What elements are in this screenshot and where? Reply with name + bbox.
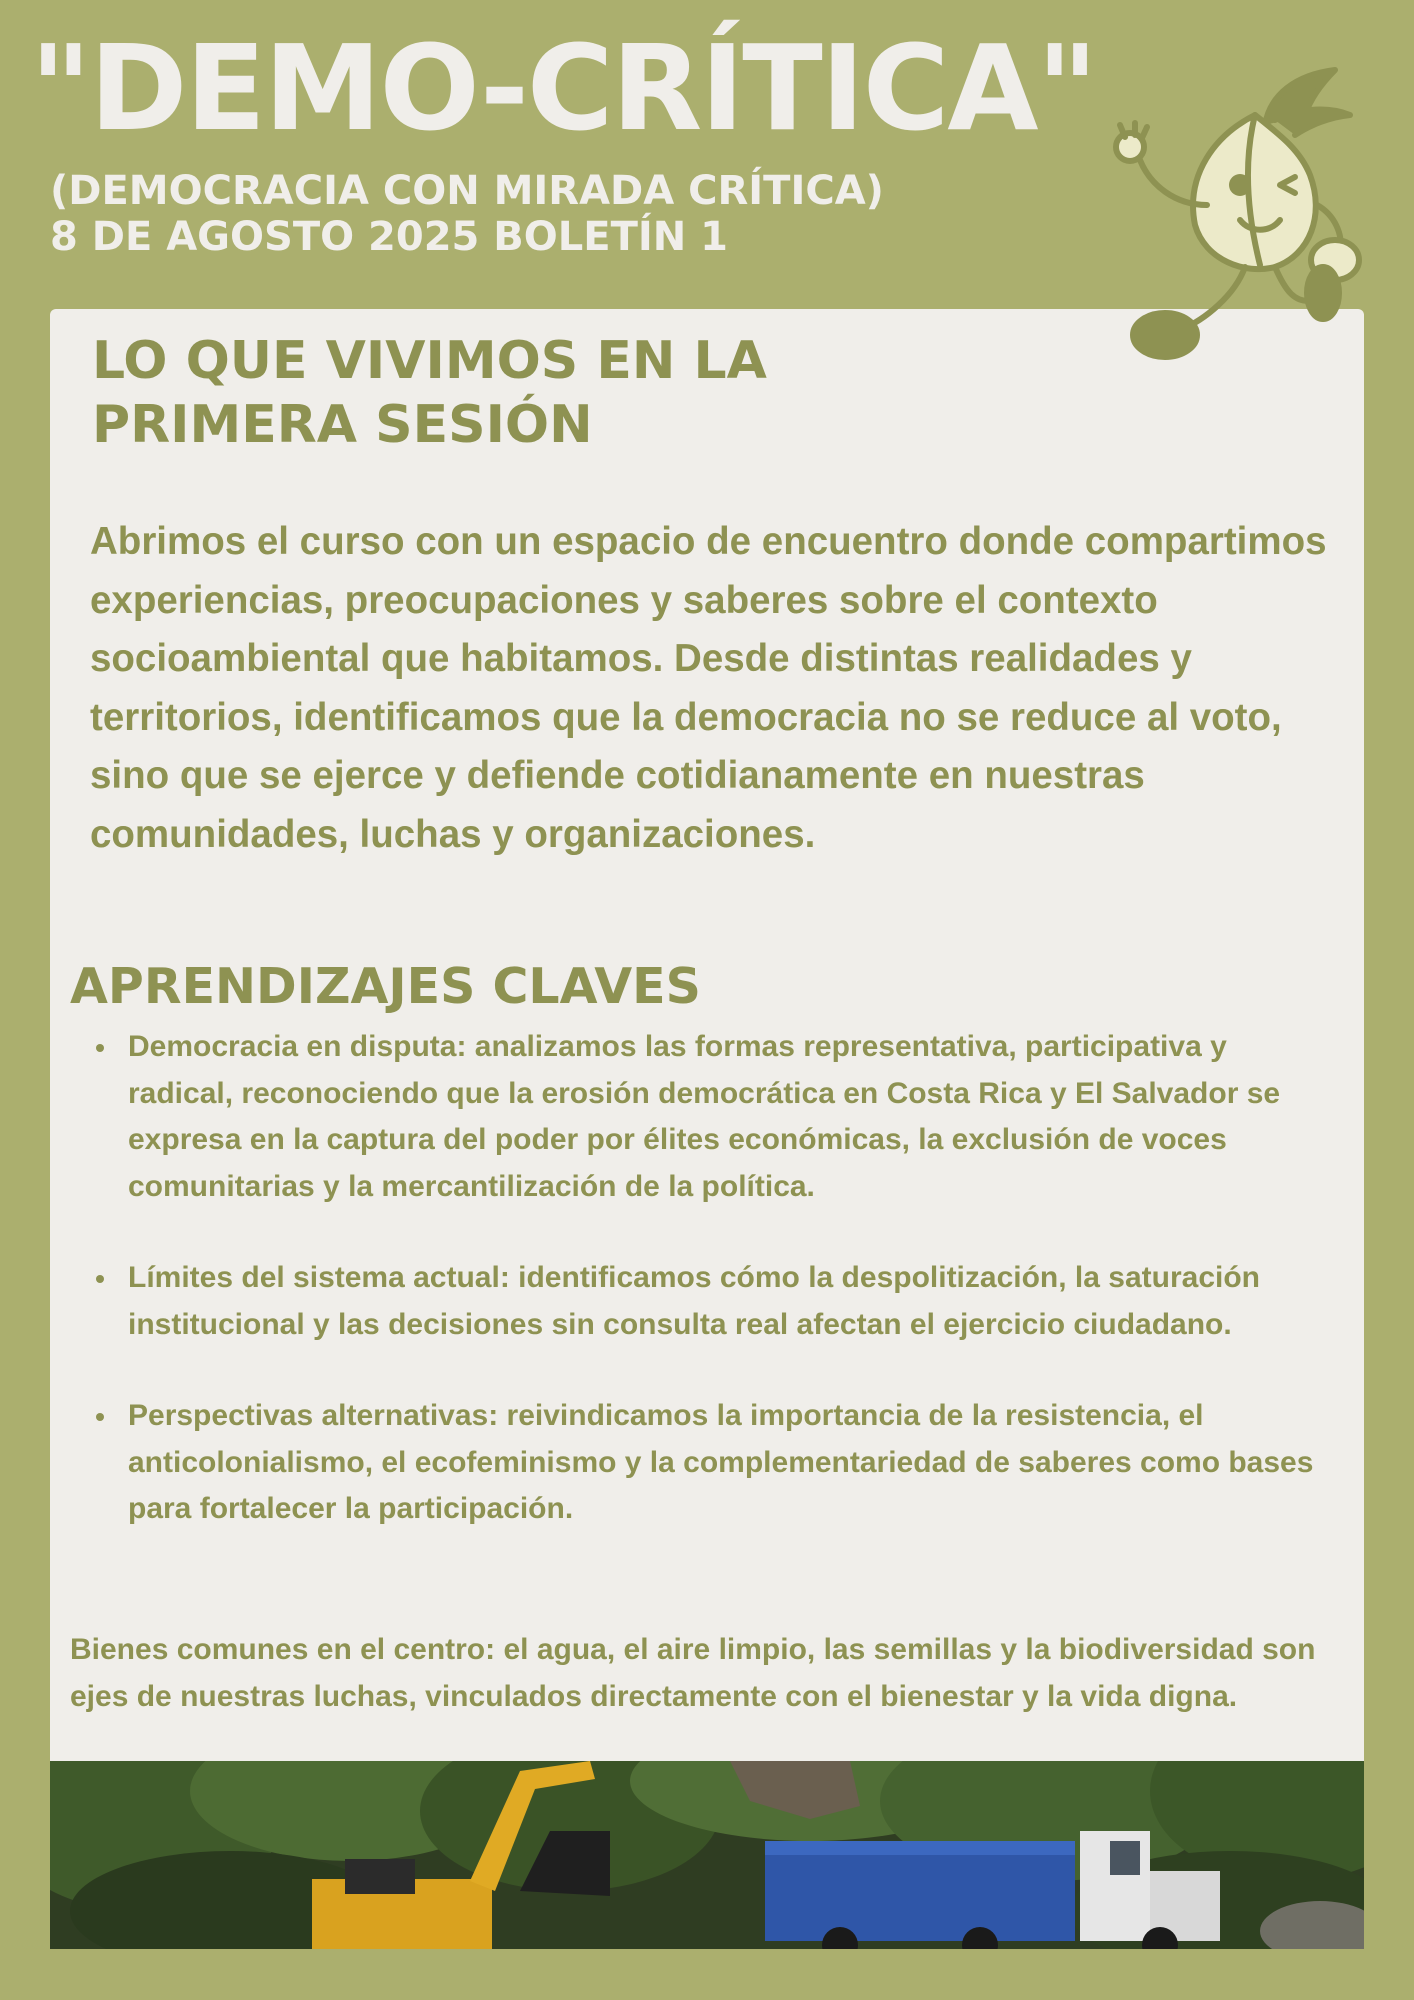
session-heading-line: PRIMERA SESIÓN (92, 395, 593, 455)
onion-mascot-icon (1095, 55, 1375, 365)
session-heading-line: LO QUE VIVIMOS EN LA (92, 331, 767, 391)
newsletter-title: "DEMO-CRÍTICA" (30, 19, 1097, 157)
subtitle-line: (DEMOCRACIA CON MIRADA CRÍTICA) (50, 168, 884, 214)
newsletter-subtitle (50, 168, 884, 260)
list-item (86, 1393, 1336, 1533)
list-item-text: Democracia en disputa: analizamos las formas representativa, participativa y radical, reconociendo que la erosión democrática en Costa Rica y El Salvador se expresa en la captura del poder por élites económicas, la exclusión de voces comunitarias y la mercantilización de la política. (128, 1030, 1281, 1203)
issue-date: 8 DE AGOSTO 2025 BOLETÍN 1 (50, 214, 728, 260)
construction-site-photo (50, 1761, 1364, 1949)
bullet-icon (96, 1044, 104, 1052)
list-item-text: Perspectivas alternativas: reivindicamos la importancia de la resistencia, el anticolonialismo, el ecofeminismo y la complementariedad de saberes como bases para fortalecer la participación. (128, 1399, 1314, 1525)
list-item (86, 1024, 1336, 1210)
list-item (86, 1255, 1336, 1348)
content-card (50, 309, 1364, 1949)
learnings-list (86, 1024, 1336, 1533)
closing-paragraph: Bienes comunes en el centro: el agua, el aire limpio, las semillas y la biodiversidad son ejes de nuestras luchas, vinculados directamente con el bienestar y la vida digna. (70, 1633, 1316, 1713)
bullet-icon (96, 1413, 104, 1421)
bullet-icon (96, 1275, 104, 1283)
session-heading (92, 329, 832, 457)
learnings-heading: APRENDIZAJES CLAVES (70, 958, 701, 1015)
session-intro: Abrimos el curso con un espacio de encuentro donde compartimos experiencias, preocupaciones y saberes sobre el contexto socioambiental que habitamos. Desde distintas realidades y territorios, identificamos que la democracia no se reduce al voto, sino que se ejerce y defiende cotidianamente en nuestras comunidades, luchas y organizaciones. (90, 520, 1327, 856)
list-item-text: Límites del sistema actual: identificamos cómo la despolitización, la saturación institucional y las decisiones sin consulta real afectan el ejercicio ciudadano. (128, 1261, 1260, 1341)
